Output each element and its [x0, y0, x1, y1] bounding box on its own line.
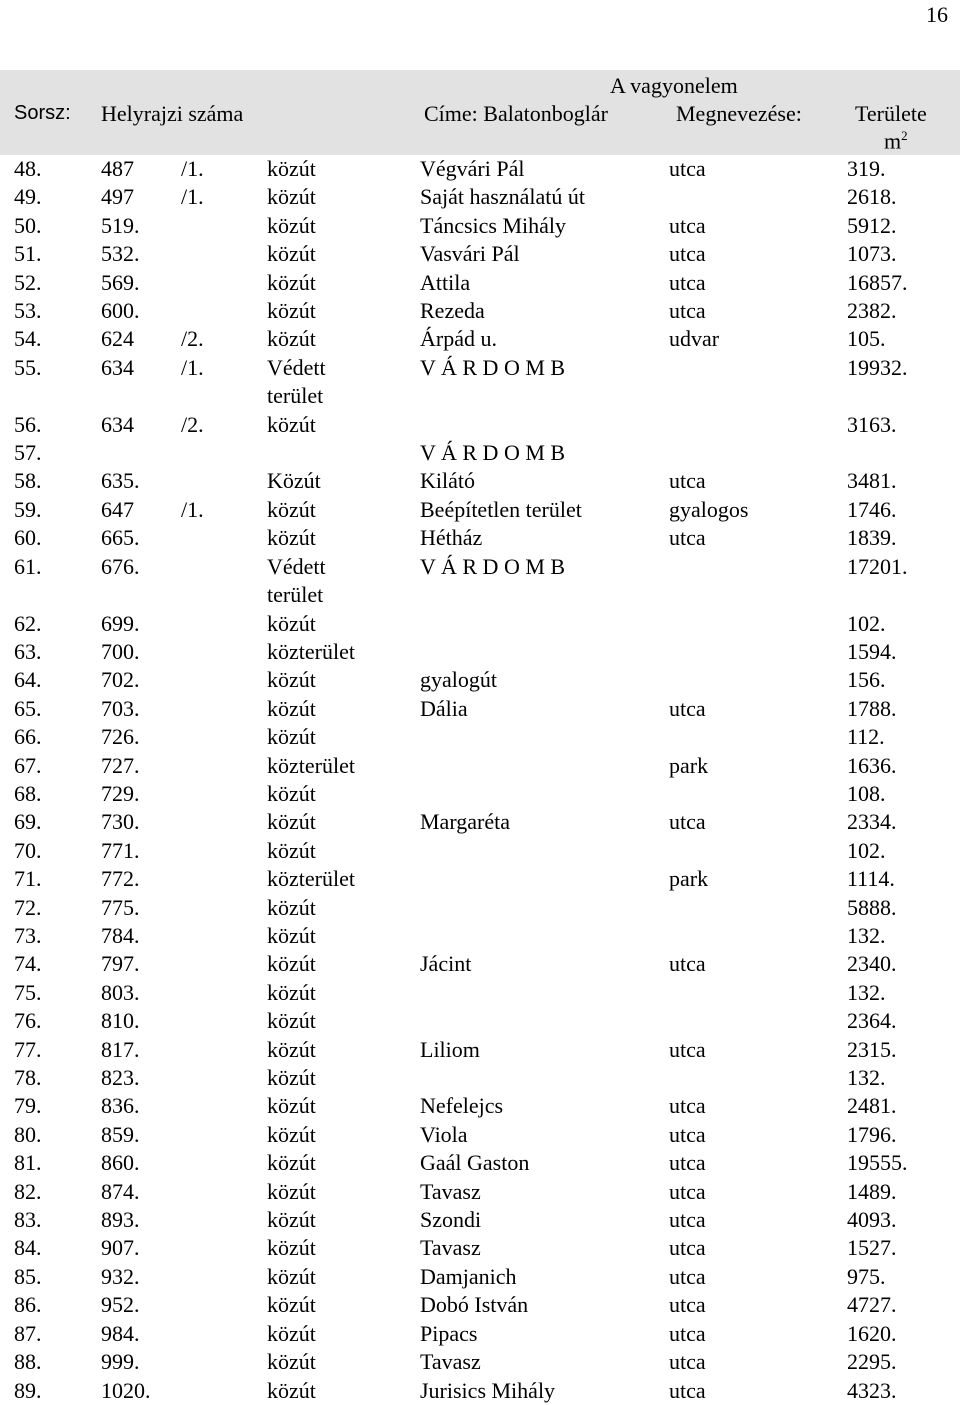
header-sorsz: Sorsz:	[14, 102, 71, 124]
cell-helyrajzi-szam: 702.	[101, 667, 140, 693]
table-row	[0, 780, 960, 808]
cell-cim: Tavasz	[420, 1178, 481, 1204]
cell-helyrajzi-szam: 772.	[101, 866, 140, 892]
cell-helyrajzi-szam: 729.	[101, 780, 140, 806]
cell-megnevezes: utca	[669, 809, 706, 835]
cell-helyrajzi-szam: 784.	[101, 923, 140, 948]
cell-terulet: 108.	[847, 780, 886, 806]
cell-sorszam: 71.	[14, 866, 42, 892]
cell-megnevezes: utca	[669, 269, 706, 295]
table-row	[0, 1291, 960, 1319]
cell-helyrajzi-szam: 984.	[101, 1320, 140, 1346]
cell-sorszam: 82.	[14, 1178, 42, 1204]
cell-tipus: közút	[267, 1349, 316, 1375]
table-row	[0, 183, 960, 211]
cell-cim: Attila	[420, 269, 471, 295]
cell-sorszam: 62.	[14, 610, 42, 636]
cell-terulet: 17201.	[847, 553, 908, 579]
cell-helyrajzi-szam: 635.	[101, 468, 140, 494]
cell-helyrajzi-szam: 836.	[101, 1093, 140, 1119]
cell-terulet: 132.	[847, 979, 886, 1005]
cell-terulet: 5888.	[847, 894, 897, 920]
header-unit	[884, 128, 908, 154]
cell-terulet: 2364.	[847, 1008, 897, 1034]
cell-helyrajzi-szam: 797.	[101, 951, 140, 977]
cell-terulet: 2340.	[847, 951, 897, 977]
cell-helyrajzi-szam: 999.	[101, 1349, 140, 1375]
table-row	[0, 155, 960, 183]
cell-helyrajzi-szam: 874.	[101, 1178, 140, 1204]
cell-sorszam: 67.	[14, 752, 42, 778]
cell-sorszam: 84.	[14, 1235, 42, 1261]
cell-megnevezes: utca	[669, 1036, 706, 1062]
cell-terulet: 2481.	[847, 1093, 897, 1119]
table-row	[0, 1121, 960, 1149]
cell-tipus: közút	[267, 1065, 316, 1091]
cell-sorszam: 63.	[14, 638, 42, 664]
cell-tipus: közterület	[267, 638, 355, 664]
cell-cim: Szondi	[420, 1207, 482, 1233]
table-row	[0, 439, 960, 467]
table-row	[0, 610, 960, 638]
cell-terulet: 5912.	[847, 212, 897, 238]
cell-cim: Dália	[420, 695, 468, 721]
cell-terulet: 1788.	[847, 695, 897, 721]
cell-tipus: közút	[267, 241, 316, 267]
cell-tipus: közút	[267, 184, 316, 210]
cell-terulet: 105.	[847, 326, 886, 352]
table-row	[0, 1348, 960, 1376]
cell-helyrajzi-szam: 803.	[101, 979, 140, 1005]
cell-terulet: 19555.	[847, 1150, 908, 1176]
cell-sorszam: 53.	[14, 298, 42, 324]
cell-tipus: közút	[267, 1178, 316, 1204]
cell-sorszam: 64.	[14, 667, 42, 693]
table-row	[0, 950, 960, 978]
cell-helyrajzi-szam: 932.	[101, 1263, 140, 1289]
table-row	[0, 723, 960, 751]
cell-cim: Jácint	[420, 951, 472, 977]
cell-tipus: közút	[267, 525, 316, 551]
cell-cim: V Á R D O M B	[420, 354, 566, 380]
cell-tipus: közút	[267, 1150, 316, 1176]
cell-helyrajzi-szam: 1020.	[101, 1377, 151, 1403]
cell-terulet: 319.	[847, 156, 886, 181]
cell-helyrajzi-szam: 497	[101, 184, 134, 210]
cell-cim: Tavasz	[420, 1235, 481, 1261]
cell-tipus: közút	[267, 1377, 316, 1403]
cell-terulet: 1073.	[847, 241, 897, 267]
cell-sorszam: 70.	[14, 837, 42, 863]
table-row	[0, 666, 960, 694]
cell-terulet: 4727.	[847, 1292, 897, 1318]
cell-helyrajzi-szam: 700.	[101, 638, 140, 664]
cell-tipus: közút	[267, 979, 316, 1005]
cell-sorszam: 52.	[14, 269, 42, 295]
header-vagyonelem: A vagyonelem	[610, 73, 738, 98]
cell-tipus: közút	[267, 326, 316, 352]
table-row	[0, 411, 960, 439]
cell-terulet: 1746.	[847, 496, 897, 522]
table-row	[0, 325, 960, 353]
table-row	[0, 1263, 960, 1291]
cell-tipus: közút	[267, 780, 316, 806]
cell-tipus	[267, 355, 326, 409]
cell-helyrajzi-szam: 647	[101, 496, 134, 522]
cell-tipus: közút	[267, 269, 316, 295]
cell-megnevezes: utca	[669, 212, 706, 238]
table-row	[0, 1377, 960, 1405]
cell-sorszam: 50.	[14, 212, 42, 238]
cell-tipus-line1: Védett	[267, 354, 326, 380]
header-terulete: Területe	[855, 101, 927, 126]
cell-terulet: 19932.	[847, 354, 908, 380]
cell-tipus: Közút	[267, 468, 321, 494]
cell-tipus: közút	[267, 298, 316, 324]
cell-cim: Nefelejcs	[420, 1093, 504, 1119]
cell-sorszam: 89.	[14, 1377, 42, 1403]
cell-tipus: közút	[267, 1263, 316, 1289]
cell-cim: Végvári Pál	[420, 156, 525, 181]
cell-cim: gyalogút	[420, 667, 497, 693]
cell-terulet: 975.	[847, 1263, 886, 1289]
cell-tipus: közút	[267, 809, 316, 835]
cell-tipus-line2: terület	[267, 383, 324, 409]
cell-terulet: 1114.	[847, 866, 895, 892]
cell-terulet: 1796.	[847, 1121, 897, 1147]
cell-tipus: közút	[267, 1008, 316, 1034]
table-row	[0, 808, 960, 836]
cell-sorszam: 75.	[14, 979, 42, 1005]
table-row	[0, 1234, 960, 1262]
cell-cim: Margaréta	[420, 809, 510, 835]
cell-sorszam: 78.	[14, 1065, 42, 1091]
cell-sorszam: 60.	[14, 525, 42, 551]
cell-sorszam: 59.	[14, 496, 42, 522]
cell-sorszam: 83.	[14, 1207, 42, 1233]
cell-sorszam: 58.	[14, 468, 42, 494]
cell-terulet: 1636.	[847, 752, 897, 778]
cell-megnevezes: utca	[669, 298, 706, 324]
cell-sorszam: 88.	[14, 1349, 42, 1375]
cell-tipus: közút	[267, 212, 316, 238]
header-cime: Címe: Balatonboglár	[424, 101, 608, 126]
cell-helyrajzi-szam: 810.	[101, 1008, 140, 1034]
cell-sorszam: 87.	[14, 1320, 42, 1346]
table-row	[0, 1178, 960, 1206]
cell-helyrajzi-szam: 817.	[101, 1036, 140, 1062]
cell-helyrajzi-szam: 600.	[101, 298, 140, 324]
cell-cim: Damjanich	[420, 1263, 517, 1289]
cell-terulet: 3481.	[847, 468, 897, 494]
cell-megnevezes: utca	[669, 1320, 706, 1346]
cell-sorszam: 65.	[14, 695, 42, 721]
cell-terulet: 2295.	[847, 1349, 897, 1375]
cell-helyrajzi-szam: 730.	[101, 809, 140, 835]
cell-terulet: 2334.	[847, 809, 897, 835]
cell-terulet: 2382.	[847, 298, 897, 324]
table-row	[0, 297, 960, 325]
cell-terulet: 132.	[847, 1065, 886, 1091]
cell-tipus: közút	[267, 951, 316, 977]
cell-sorszam: 66.	[14, 724, 42, 750]
cell-cim: Rezeda	[420, 298, 485, 324]
cell-cim: Árpád u.	[420, 326, 497, 352]
cell-megnevezes: utca	[669, 1150, 706, 1176]
cell-sorszam: 77.	[14, 1036, 42, 1062]
cell-helyrajzi-szam: 532.	[101, 241, 140, 267]
cell-helyrajzi-szam: 907.	[101, 1235, 140, 1261]
cell-helyrajzi-szam: 569.	[101, 269, 140, 295]
cell-terulet: 16857.	[847, 269, 908, 295]
cell-alszam: /2.	[181, 411, 204, 437]
cell-tipus: közút	[267, 156, 316, 181]
cell-megnevezes: utca	[669, 241, 706, 267]
cell-helyrajzi-szam: 952.	[101, 1292, 140, 1318]
cell-tipus-line1: Védett	[267, 553, 326, 579]
table-row	[0, 1206, 960, 1234]
cell-terulet: 1620.	[847, 1320, 897, 1346]
cell-cim: V Á R D O M B	[420, 440, 566, 466]
cell-helyrajzi-szam: 771.	[101, 837, 140, 863]
cell-terulet: 102.	[847, 837, 886, 863]
cell-terulet: 1527.	[847, 1235, 897, 1261]
cell-alszam: /1.	[181, 184, 204, 210]
header-helyrajzi-szama: Helyrajzi száma	[101, 101, 244, 126]
cell-tipus: közút	[267, 695, 316, 721]
cell-alszam: /1.	[181, 156, 204, 181]
cell-helyrajzi-szam: 823.	[101, 1065, 140, 1091]
cell-tipus: közút	[267, 1121, 316, 1147]
cell-alszam: /1.	[181, 354, 204, 380]
cell-tipus: közút	[267, 1235, 316, 1261]
table-row	[0, 1320, 960, 1348]
cell-tipus: közterület	[267, 752, 355, 778]
cell-helyrajzi-szam: 859.	[101, 1121, 140, 1147]
cell-sorszam: 86.	[14, 1292, 42, 1318]
page-number: 16	[926, 2, 948, 27]
cell-tipus: közút	[267, 1207, 316, 1233]
cell-megnevezes: utca	[669, 1235, 706, 1261]
cell-megnevezes: park	[669, 866, 709, 892]
cell-cim: Viola	[420, 1121, 468, 1147]
cell-sorszam: 57.	[14, 440, 42, 466]
cell-tipus: közút	[267, 411, 316, 437]
cell-cim: Pipacs	[420, 1320, 478, 1346]
cell-cim: Dobó István	[420, 1292, 529, 1318]
table-row	[0, 922, 960, 950]
table-row	[0, 1036, 960, 1064]
cell-terulet: 1594.	[847, 638, 897, 664]
cell-helyrajzi-szam: 634	[101, 411, 134, 437]
cell-megnevezes: utca	[669, 525, 706, 551]
table-row	[0, 1064, 960, 1092]
cell-megnevezes: utca	[669, 1292, 706, 1318]
cell-terulet: 3163.	[847, 411, 897, 437]
cell-sorszam: 49.	[14, 184, 42, 210]
cell-sorszam: 76.	[14, 1008, 42, 1034]
cell-terulet: 156.	[847, 667, 886, 693]
cell-terulet: 2315.	[847, 1036, 897, 1062]
cell-helyrajzi-szam: 487	[101, 156, 134, 181]
table-row	[0, 752, 960, 780]
table-row	[0, 979, 960, 1007]
cell-tipus: közút	[267, 610, 316, 636]
cell-terulet: 1839.	[847, 525, 897, 551]
cell-sorszam: 73.	[14, 923, 42, 948]
cell-sorszam: 80.	[14, 1121, 42, 1147]
table-row	[0, 212, 960, 240]
cell-terulet: 1489.	[847, 1178, 897, 1204]
cell-megnevezes: utca	[669, 1121, 706, 1147]
cell-megnevezes: utca	[669, 1207, 706, 1233]
cell-megnevezes: utca	[669, 1178, 706, 1204]
table-row	[0, 524, 960, 552]
table-row	[0, 894, 960, 922]
cell-tipus: közút	[267, 1093, 316, 1119]
cell-terulet: 132.	[847, 923, 886, 948]
table-row	[0, 837, 960, 865]
cell-megnevezes: utca	[669, 1377, 706, 1403]
table-row	[0, 496, 960, 524]
cell-tipus: közút	[267, 1292, 316, 1318]
table-row	[0, 695, 960, 723]
cell-tipus-line2: terület	[267, 582, 324, 608]
cell-sorszam: 56.	[14, 411, 42, 437]
cell-megnevezes: park	[669, 752, 709, 778]
cell-tipus: közút	[267, 724, 316, 750]
cell-megnevezes: utca	[669, 695, 706, 721]
cell-sorszam: 81.	[14, 1150, 42, 1176]
cell-megnevezes: utca	[669, 1093, 706, 1119]
cell-tipus: közút	[267, 1320, 316, 1346]
cell-megnevezes: utca	[669, 1349, 706, 1375]
cell-sorszam: 55.	[14, 354, 42, 380]
cell-helyrajzi-szam: 676.	[101, 553, 140, 579]
table-row	[0, 354, 960, 411]
cell-cim: Beépítetlen terület	[420, 496, 582, 522]
cell-megnevezes: utca	[669, 951, 706, 977]
cell-tipus: közút	[267, 894, 316, 920]
cell-helyrajzi-szam: 727.	[101, 752, 140, 778]
cell-terulet: 102.	[847, 610, 886, 636]
cell-terulet: 112.	[847, 724, 885, 750]
cell-helyrajzi-szam: 634	[101, 354, 134, 380]
cell-helyrajzi-szam: 726.	[101, 724, 140, 750]
cell-megnevezes: gyalogos	[669, 496, 749, 522]
cell-megnevezes: utca	[669, 468, 706, 494]
cell-sorszam: 54.	[14, 326, 42, 352]
cell-cim: Jurisics Mihály	[420, 1377, 556, 1403]
cell-cim: Táncsics Mihály	[420, 212, 567, 238]
cell-terulet: 4093.	[847, 1207, 897, 1233]
cell-megnevezes: udvar	[669, 326, 720, 352]
cell-megnevezes: utca	[669, 1263, 706, 1289]
table-row	[0, 638, 960, 666]
cell-alszam: /1.	[181, 496, 204, 522]
cell-helyrajzi-szam: 699.	[101, 610, 140, 636]
table-row	[0, 553, 960, 610]
cell-tipus: közterület	[267, 866, 355, 892]
cell-megnevezes: utca	[669, 156, 706, 181]
table-row	[0, 1007, 960, 1035]
cell-sorszam: 48.	[14, 156, 42, 181]
header-megnevezese: Megnevezése:	[676, 101, 802, 126]
cell-cim: Hétház	[420, 525, 483, 551]
table-row	[0, 240, 960, 268]
cell-sorszam: 68.	[14, 780, 42, 806]
cell-sorszam: 69.	[14, 809, 42, 835]
cell-helyrajzi-szam: 860.	[101, 1150, 140, 1176]
cell-terulet: 4323.	[847, 1377, 897, 1403]
cell-alszam: /2.	[181, 326, 204, 352]
cell-sorszam: 74.	[14, 951, 42, 977]
cell-tipus	[267, 554, 326, 608]
cell-sorszam: 61.	[14, 553, 42, 579]
cell-sorszam: 79.	[14, 1093, 42, 1119]
cell-tipus: közút	[267, 667, 316, 693]
cell-helyrajzi-szam: 519.	[101, 212, 140, 238]
cell-sorszam: 72.	[14, 894, 42, 920]
cell-cim: Vasvári Pál	[420, 241, 520, 267]
cell-sorszam: 51.	[14, 241, 42, 267]
cell-terulet: 2618.	[847, 184, 897, 210]
cell-tipus: közút	[267, 923, 316, 948]
cell-helyrajzi-szam: 703.	[101, 695, 140, 721]
table-row	[0, 1092, 960, 1120]
unit-base: m	[884, 128, 902, 154]
table-row	[0, 1149, 960, 1177]
cell-helyrajzi-szam: 624	[101, 326, 134, 352]
cell-helyrajzi-szam: 775.	[101, 894, 140, 920]
cell-cim: Kilátó	[420, 468, 475, 494]
cell-sorszam: 85.	[14, 1263, 42, 1289]
cell-cim: Tavasz	[420, 1349, 481, 1375]
cell-tipus: közút	[267, 1036, 316, 1062]
table-row	[0, 269, 960, 297]
cell-cim: Liliom	[420, 1036, 480, 1062]
table-row	[0, 467, 960, 495]
cell-cim: V Á R D O M B	[420, 553, 566, 579]
cell-helyrajzi-szam: 893.	[101, 1207, 140, 1233]
cell-cim: Gaál Gaston	[420, 1150, 530, 1176]
table-body	[0, 155, 960, 1405]
cell-cim: Saját használatú út	[420, 184, 585, 210]
table-row	[0, 865, 960, 893]
unit-exponent: 2	[901, 128, 908, 143]
cell-helyrajzi-szam: 665.	[101, 525, 140, 551]
cell-tipus: közút	[267, 837, 316, 863]
cell-tipus: közút	[267, 496, 316, 522]
